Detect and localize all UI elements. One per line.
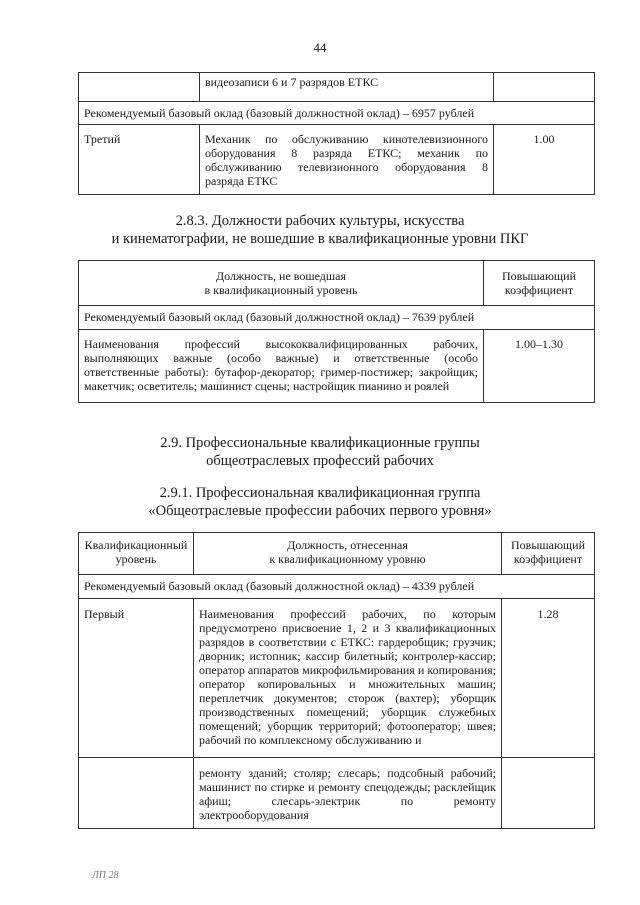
table-cell: [494, 73, 595, 102]
table-header-row: [79, 261, 595, 306]
table-header-row: [79, 533, 595, 575]
column-header-position: [79, 261, 484, 306]
page-number: 44: [313, 40, 327, 55]
table-level-3: [78, 72, 595, 195]
profession-cell: Наименования профессий высококвалифицированных рабочих, выполняющих важные (особо важные) и ответственные (особо ответственные работы): бутафор-декоратор; гример-постижер; закройщик; макетчик; осветитель; машинист сцены; настройщик пианино и роялей: [79, 330, 484, 403]
table-first-level-professions: [78, 532, 595, 829]
profession-cell: Механик по обслуживанию кинотелевизионного оборудования 8 разряда ЕТКС; механик по обслуживанию телевизионного оборудования 8 разряда ЕТКС: [200, 125, 494, 195]
coefficient-cell: 1.28: [502, 599, 595, 758]
header-line: коэффициент: [504, 283, 574, 297]
header-line: Должность, отнесенная: [287, 538, 408, 552]
profession-cell: ремонту зданий; столяр; слесарь; подсобный рабочий; машинист по стирке и ремонту спецодежды; расклейщик афиш; слесарь-электрик по ремонту электрооборудования: [194, 758, 502, 829]
column-header-coefficient: [502, 533, 595, 575]
salary-row: [79, 102, 595, 125]
profession-cell: видеозаписи 6 и 7 разрядов ЕТКС: [200, 73, 494, 102]
table-cell: [79, 73, 200, 102]
header-line: в квалификационный уровень: [204, 283, 358, 297]
section-heading-2-8-3: [0, 212, 640, 248]
heading-line: 2.8.3. Должности рабочих культуры, искусства: [175, 213, 465, 229]
header-line: Повышающий: [510, 538, 585, 552]
salary-text: Рекомендуемый базовый оклад (базовый должностной оклад) – 7639 рублей: [79, 306, 595, 330]
heading-line: и кинематографии, не вошедшие в квалификационные уровни ПКГ: [111, 231, 529, 247]
header-line: коэффициент: [513, 552, 583, 566]
column-header-coefficient: [484, 261, 595, 306]
column-header-position: [194, 533, 502, 575]
table-cell: [502, 758, 595, 829]
header-line: к квалификационному уровню: [269, 552, 426, 566]
heading-line: общеотраслевых профессий рабочих: [206, 453, 434, 469]
section-heading-2-9: [0, 434, 640, 470]
salary-row: [79, 306, 595, 330]
coefficient-cell: 1.00–1.30: [484, 330, 595, 403]
coefficient-cell: 1.00: [494, 125, 595, 195]
salary-text: Рекомендуемый базовый оклад (базовый должностной оклад) – 4339 рублей: [79, 575, 595, 599]
header-line: Должность, не вошедшая: [215, 269, 346, 283]
table-positions-not-included: [78, 260, 595, 403]
profession-cell: Наименования профессий рабочих, по которым предусмотрено присвоение 1, 2 и 3 квалификационных разрядов в соответствии с ЕТКС: гардеробщик; грузчик; дворник; истопник; кассир билетный; контролер-кассир; оператор аппаратов микрофильмирования и копирования; оператор копировальных и множительных машин; переплетчик документов; сторож (вахтер); уборщик производственных помещений; уборщик служебных помещений; уборщик территорий; фотооператор; швея; рабочий по комплексному обслуживанию и: [194, 599, 502, 758]
table-row: [79, 125, 595, 195]
table-row: [79, 599, 595, 758]
table-cell: [79, 758, 194, 829]
heading-line: 2.9.1. Профессиональная квалификационная группа: [159, 485, 481, 501]
header-line: уровень: [115, 552, 157, 566]
level-cell: Третий: [79, 125, 200, 195]
header-line: Квалификационный: [84, 538, 188, 552]
header-line: Повышающий: [501, 269, 576, 283]
table-row: [79, 73, 595, 102]
heading-line: 2.9. Профессиональные квалификационные группы: [160, 435, 480, 451]
salary-text: Рекомендуемый базовый оклад (базовый должностной оклад) – 6957 рублей: [79, 102, 595, 125]
table-row: [79, 758, 595, 829]
salary-row: [79, 575, 595, 599]
level-cell: Первый: [79, 599, 194, 758]
table-row: [79, 330, 595, 403]
column-header-level: [79, 533, 194, 575]
heading-line: «Общеотраслевые профессии рабочих первого уровня»: [148, 503, 492, 519]
section-heading-2-9-1: [0, 484, 640, 520]
footer-mark: ЛП 28: [92, 870, 119, 881]
